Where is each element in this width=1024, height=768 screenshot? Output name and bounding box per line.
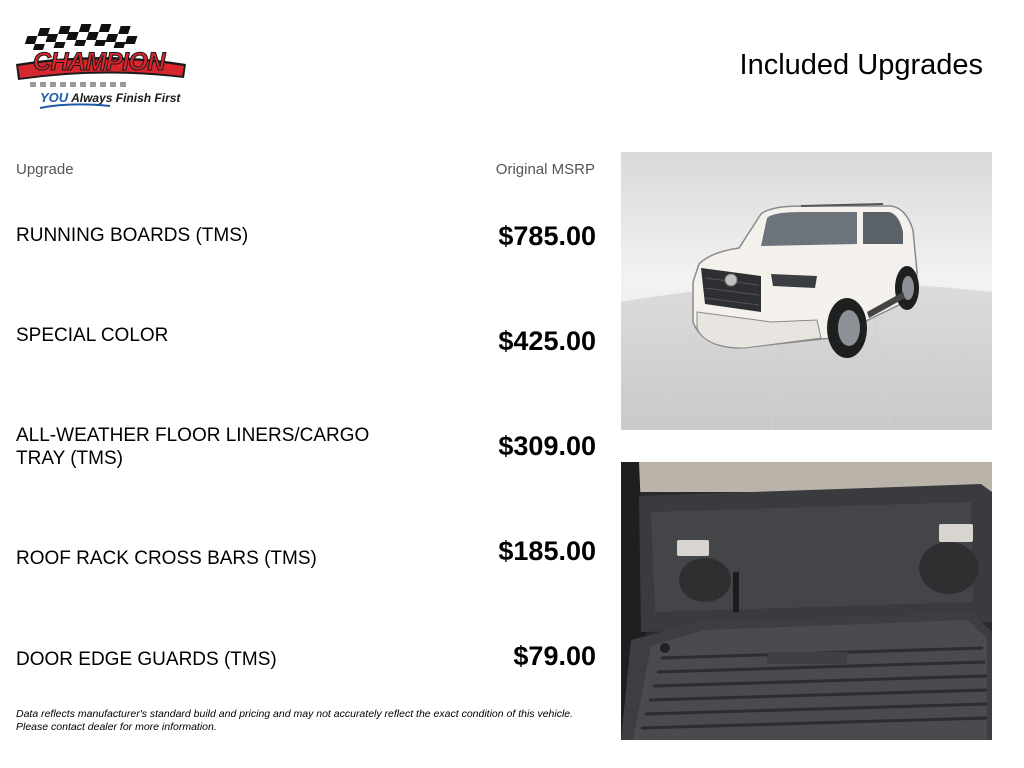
column-header-upgrade: Upgrade [16,161,74,178]
suv-photo-icon [621,152,992,430]
upgrade-name: ALL-WEATHER FLOOR LINERS/CARGO TRAY (TMS) [16,425,370,469]
upgrade-row [16,221,596,264]
upgrade-name: SPECIAL COLOR [16,325,169,346]
upgrade-row [16,641,596,688]
column-header-msrp: Original MSRP [495,161,595,178]
disclaimer-line-1: Data reflects manufacturer's standard build and pricing and may not accurately reflect the exact condition of this vehicle. [16,708,574,720]
upgrade-price: $185.00 [498,536,596,566]
logo-tagline [40,90,180,105]
cargo-tray-photo-icon [621,462,992,740]
logo-brand-text: CHAMPION [32,48,166,76]
vehicle-photo[interactable] [621,152,992,430]
upgrade-row [16,424,596,474]
upgrade-price: $785.00 [498,221,596,251]
disclaimer-line-2: Please contact dealer for more information. [16,721,217,733]
upgrade-price: $309.00 [498,431,596,461]
upgrade-price: $425.00 [498,326,596,356]
cargo-photo[interactable] [621,462,992,740]
upgrade-row [16,536,596,587]
dealer-logo[interactable] [10,20,190,112]
disclaimer [16,708,606,734]
page-title: Included Upgrades [739,49,983,81]
logo-tagline-you: YOU [40,90,69,105]
logo-tagline-rest: Always Finish First [71,91,181,105]
upgrade-name: ROOF RACK CROSS BARS (TMS) [16,548,317,569]
upgrade-name: DOOR EDGE GUARDS (TMS) [16,649,277,670]
upgrade-price: $79.00 [513,641,596,671]
upgrade-name: RUNNING BOARDS (TMS) [16,225,249,246]
upgrade-row [16,324,596,364]
